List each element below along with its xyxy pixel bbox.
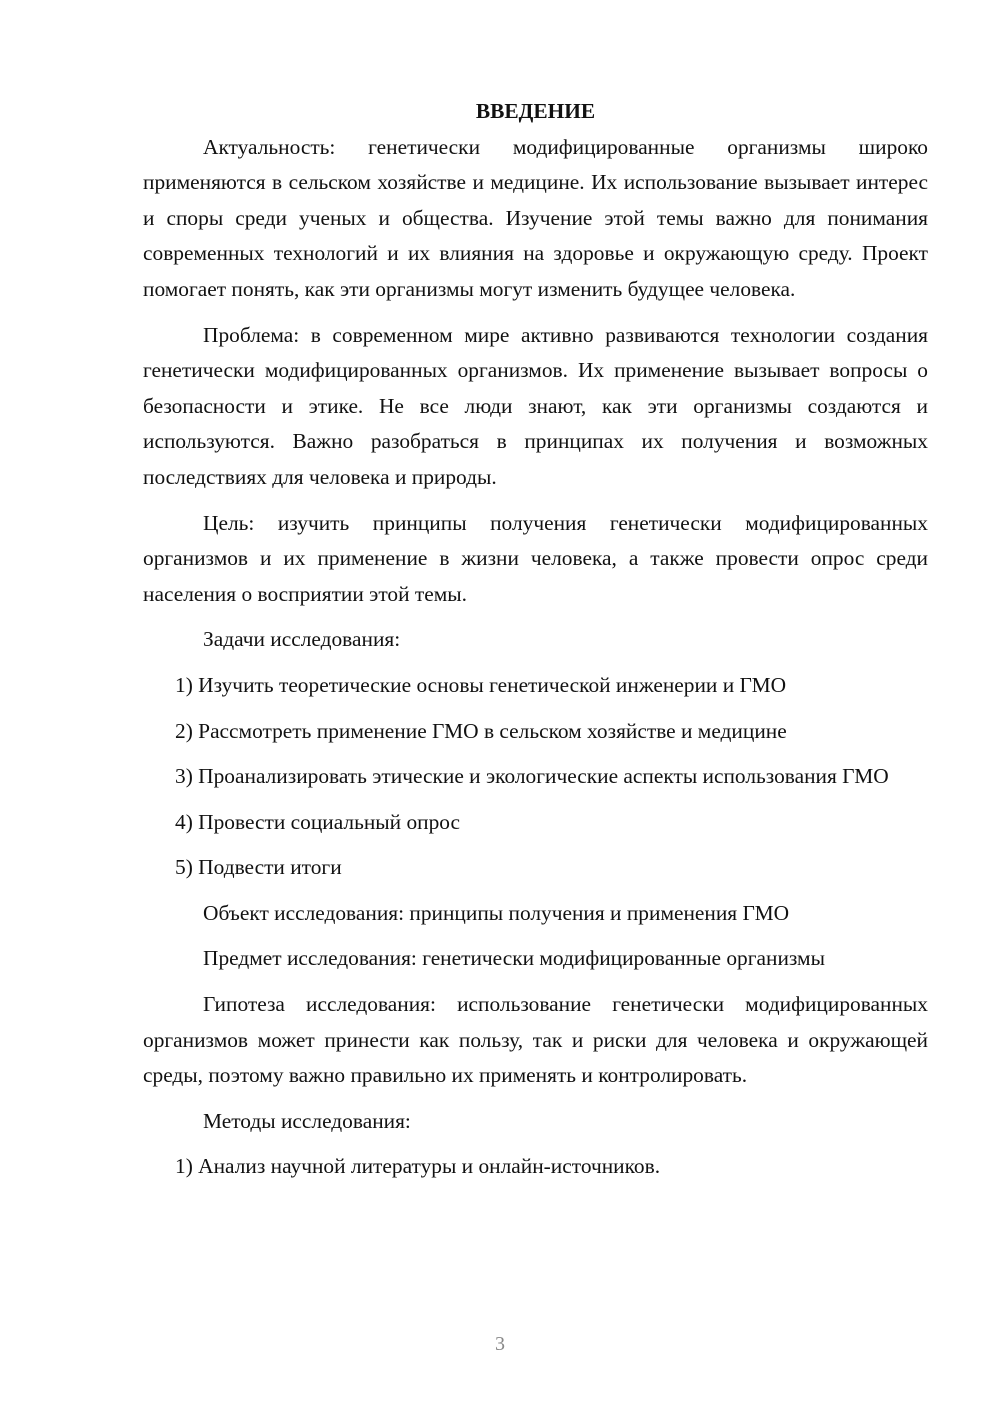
- hypothesis-paragraph: Гипотеза исследования: использование генетически модифицированных организмов может принести как пользу, так и риски для человека и окружающей среды, поэтому важно правильно их применять и контролировать.: [143, 992, 928, 1088]
- task-item: 4) Провести социальный опрос: [175, 809, 461, 834]
- task-item: 5) Подвести итоги: [175, 855, 342, 880]
- subject-paragraph: Предмет исследования: генетически модифицированные организмы: [203, 946, 825, 971]
- problem-paragraph: Проблема: в современном мире активно развиваются технологии создания генетически модифицированных организмов. Их применение вызывает вопросы о безопасности и этике. Не все люди знают, как эти организмы создаются и используются. Важно разобраться в принципах их получения и возможных последствиях для человека и природы.: [143, 322, 928, 489]
- task-item: 3) Проанализировать этические и экологические аспекты использования ГМО: [175, 764, 889, 789]
- page-number: 3: [495, 1333, 505, 1355]
- tasks-title: Задачи исследования:: [203, 627, 401, 652]
- goal-paragraph: Цель: изучить принципы получения генетически модифицированных организмов и их применение в жизни человека, а также провести опрос среди населения о восприятии этой темы.: [143, 510, 928, 606]
- methods-title: Методы исследования:: [203, 1108, 411, 1133]
- task-item: 1) Изучить теоретические основы генетической инженерии и ГМО: [175, 672, 787, 697]
- document-page: [143, 94, 928, 1185]
- method-item: 1) Анализ научной литературы и онлайн-источников.: [175, 1154, 661, 1179]
- relevance-paragraph: Актуальность: генетически модифицированные организмы широко применяются в сельском хозяйстве и медицине. Их использование вызывает интерес и споры среди ученых и общества. Изучение этой темы важно для понимания современных технологий и их влияния на здоровье и окружающую среду. Проект помогает понять, как эти организмы могут изменить будущее человека.: [143, 134, 928, 301]
- page-title: ВВЕДЕНИЕ: [475, 99, 596, 123]
- object-paragraph: Объект исследования: принципы получения и применения ГМО: [203, 900, 790, 925]
- task-item: 2) Рассмотреть применение ГМО в сельском хозяйстве и медицине: [175, 718, 787, 743]
